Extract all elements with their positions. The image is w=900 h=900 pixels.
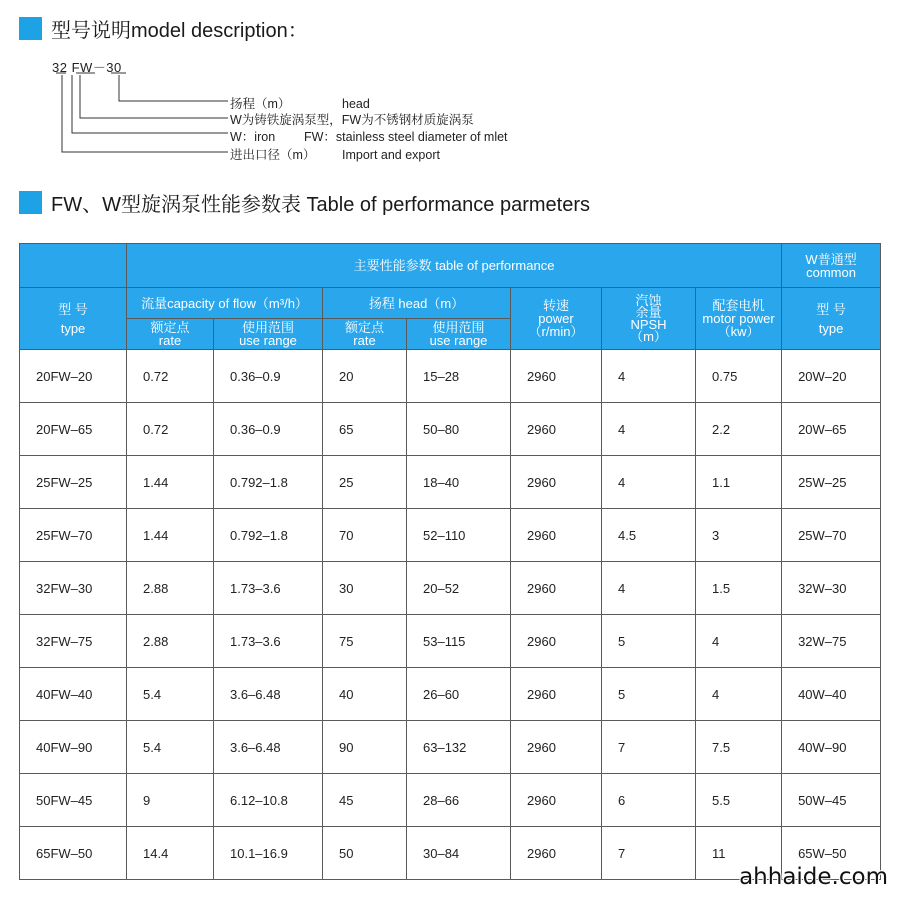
cell-speed: 2960 (511, 509, 602, 562)
header-main: 主要性能参数 table of performance (127, 244, 782, 288)
cell-head-rate: 40 (323, 668, 407, 721)
cell-motor-power: 4 (696, 615, 782, 668)
cell-flow-range: 3.6–6.48 (214, 668, 323, 721)
section-square-icon (19, 191, 42, 214)
header-npsh: 汽蚀 余量 NPSH （m） (602, 288, 696, 350)
cell-flow-range: 1.73–3.6 (214, 615, 323, 668)
cell-speed: 2960 (511, 403, 602, 456)
legend-cn: W：iron (230, 130, 276, 144)
legend-type (230, 110, 474, 128)
cell-motor-power: 1.1 (696, 456, 782, 509)
cell-type: 20FW–20 (20, 350, 127, 403)
cell-flow-range: 0.792–1.8 (214, 509, 323, 562)
cell-flow-range: 1.73–3.6 (214, 562, 323, 615)
table-row (20, 456, 881, 509)
section-performance-table (19, 188, 590, 217)
cell-npsh: 6 (602, 774, 696, 827)
model-bracket-lines (0, 0, 900, 180)
cell-head-rate: 70 (323, 509, 407, 562)
cell-flow-range: 3.6–6.48 (214, 721, 323, 774)
cell-common-type: 25W–70 (782, 509, 881, 562)
cell-speed: 2960 (511, 721, 602, 774)
header-flow-range: 使用范围 use range (214, 319, 323, 350)
table-row (20, 403, 881, 456)
cell-flow-rate: 5.4 (127, 721, 214, 774)
cell-speed: 2960 (511, 615, 602, 668)
cell-common-type: 20W–20 (782, 350, 881, 403)
legend-import-export (230, 145, 440, 163)
cell-npsh: 4 (602, 562, 696, 615)
legend-cn: W为铸铁旋涡泵型，FW为不锈钢材质旋涡泵 (230, 113, 474, 127)
cell-speed: 2960 (511, 774, 602, 827)
section-title: 型号说明model description： (51, 20, 308, 42)
cell-head-range: 50–80 (407, 403, 511, 456)
cell-npsh: 7 (602, 721, 696, 774)
cell-flow-rate: 0.72 (127, 350, 214, 403)
cell-flow-rate: 14.4 (127, 827, 214, 880)
header-head-range: 使用范围 use range (407, 319, 511, 350)
cell-flow-range: 10.1–16.9 (214, 827, 323, 880)
cell-speed: 2960 (511, 827, 602, 880)
legend-en: head (342, 97, 370, 111)
cell-flow-rate: 2.88 (127, 562, 214, 615)
header-blank (20, 244, 127, 288)
cell-flow-range: 0.792–1.8 (214, 456, 323, 509)
cell-head-range: 15–28 (407, 350, 511, 403)
header-type-right: 型 号 type (782, 288, 881, 350)
cell-npsh: 4 (602, 350, 696, 403)
cell-speed: 2960 (511, 668, 602, 721)
cell-motor-power: 3 (696, 509, 782, 562)
model-code: 32 FW－30 (52, 60, 122, 75)
cell-npsh: 7 (602, 827, 696, 880)
cell-head-rate: 90 (323, 721, 407, 774)
legend-en: Import and export (342, 148, 440, 162)
table-row (20, 562, 881, 615)
cell-npsh: 5 (602, 668, 696, 721)
cell-head-range: 20–52 (407, 562, 511, 615)
cell-common-type: 32W–75 (782, 615, 881, 668)
cell-head-rate: 30 (323, 562, 407, 615)
cell-motor-power: 11 (696, 827, 782, 880)
legend-cn: 进出口径（m） (230, 148, 316, 162)
legend-material (230, 127, 508, 145)
cell-motor-power: 1.5 (696, 562, 782, 615)
header-speed: 转速 power （r/min） (511, 288, 602, 350)
cell-common-type: 40W–40 (782, 668, 881, 721)
table-row (20, 668, 881, 721)
table-row (20, 774, 881, 827)
cell-head-rate: 25 (323, 456, 407, 509)
cell-flow-rate: 5.4 (127, 668, 214, 721)
section-title: FW、W型旋涡泵性能参数表 Table of performance parmeters (51, 194, 590, 216)
header-flow: 流量capacity of flow（m³/h） (127, 288, 323, 319)
cell-head-range: 30–84 (407, 827, 511, 880)
cell-motor-power: 5.5 (696, 774, 782, 827)
cell-flow-range: 6.12–10.8 (214, 774, 323, 827)
cell-speed: 2960 (511, 456, 602, 509)
table-body (20, 350, 881, 880)
legend-cn: 扬程（m） (230, 97, 291, 111)
cell-type: 50FW–45 (20, 774, 127, 827)
cell-flow-rate: 1.44 (127, 509, 214, 562)
cell-flow-rate: 1.44 (127, 456, 214, 509)
table-row (20, 509, 881, 562)
cell-common-type: 65W–50 (782, 827, 881, 880)
header-head-rate: 额定点 rate (323, 319, 407, 350)
cell-head-range: 18–40 (407, 456, 511, 509)
cell-head-range: 52–110 (407, 509, 511, 562)
cell-speed: 2960 (511, 350, 602, 403)
cell-common-type: 25W–25 (782, 456, 881, 509)
header-head: 扬程 head（m） (323, 288, 511, 319)
cell-type: 25FW–25 (20, 456, 127, 509)
cell-type: 32FW–75 (20, 615, 127, 668)
legend-en: FW：stainless steel diameter of mlet (304, 130, 508, 144)
cell-type: 20FW–65 (20, 403, 127, 456)
header-type-left: 型 号 type (20, 288, 127, 350)
cell-flow-rate: 2.88 (127, 615, 214, 668)
cell-npsh: 4.5 (602, 509, 696, 562)
cell-motor-power: 7.5 (696, 721, 782, 774)
cell-common-type: 32W–30 (782, 562, 881, 615)
cell-type: 40FW–40 (20, 668, 127, 721)
header-flow-rate: 额定点 rate (127, 319, 214, 350)
cell-npsh: 4 (602, 403, 696, 456)
cell-head-rate: 75 (323, 615, 407, 668)
cell-head-range: 63–132 (407, 721, 511, 774)
cell-head-rate: 65 (323, 403, 407, 456)
cell-head-rate: 20 (323, 350, 407, 403)
cell-type: 40FW–90 (20, 721, 127, 774)
cell-common-type: 40W–90 (782, 721, 881, 774)
cell-common-type: 50W–45 (782, 774, 881, 827)
cell-type: 65FW–50 (20, 827, 127, 880)
cell-flow-rate: 9 (127, 774, 214, 827)
cell-motor-power: 0.75 (696, 350, 782, 403)
cell-flow-rate: 0.72 (127, 403, 214, 456)
table-row (20, 350, 881, 403)
cell-speed: 2960 (511, 562, 602, 615)
cell-flow-range: 0.36–0.9 (214, 350, 323, 403)
cell-head-rate: 50 (323, 827, 407, 880)
cell-type: 32FW–30 (20, 562, 127, 615)
table-row (20, 615, 881, 668)
cell-head-rate: 45 (323, 774, 407, 827)
cell-head-range: 53–115 (407, 615, 511, 668)
header-common: W普通型 common (782, 244, 881, 288)
cell-head-range: 28–66 (407, 774, 511, 827)
header-motor: 配套电机 motor power （kw） (696, 288, 782, 350)
cell-motor-power: 2.2 (696, 403, 782, 456)
cell-common-type: 20W–65 (782, 403, 881, 456)
cell-motor-power: 4 (696, 668, 782, 721)
cell-npsh: 5 (602, 615, 696, 668)
cell-flow-range: 0.36–0.9 (214, 403, 323, 456)
cell-head-range: 26–60 (407, 668, 511, 721)
cell-npsh: 4 (602, 456, 696, 509)
watermark: ahhaide.com (739, 864, 888, 890)
cell-type: 25FW–70 (20, 509, 127, 562)
performance-table (19, 243, 881, 880)
table-row (20, 721, 881, 774)
